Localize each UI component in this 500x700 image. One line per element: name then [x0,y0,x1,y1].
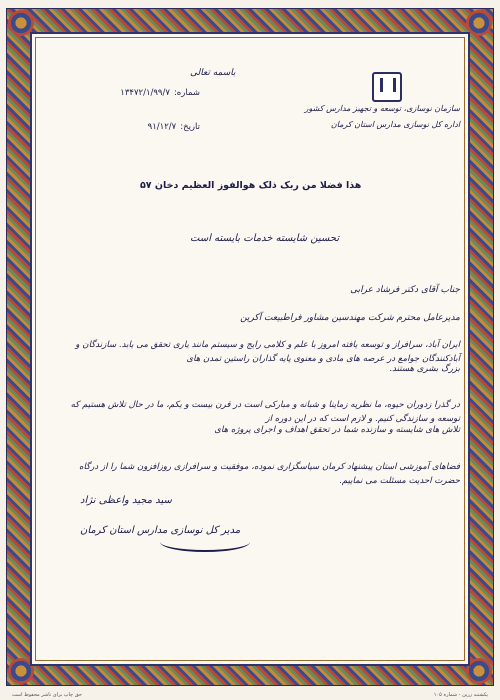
date-label: تاریخ: [180,122,200,132]
date-value: ۹۱/۱۲/۷ [147,122,177,132]
org-subname: اداره کل نوسازی مدارس استان کرمان [330,120,460,129]
footer-publisher: یکشنبه زرین - شماره ۱۰۵ [433,692,488,698]
certificate-content [40,40,460,660]
signer-name: سید مجید واعظی نژاد [80,495,172,506]
body-paragraph-line: فضاهای آموزشی استان پیشنهاد کرمان سپاسگزاری نموده، موفقیت و سرافرازی روزافزون شما را از درگاه حضرت احدیت مسئلت می نماییم. [79,462,460,486]
body-paragraph-line: تلاش های شایسته و سازنده شما در تحقق اهداف و اجرای پروژه های [214,425,460,435]
number-value: ۱۳۴۷۲/۱/۹۹/۷ [120,88,170,98]
org-name: سازمان نوسازی، توسعه و تجهیز مدارس کشور [304,104,460,113]
footer-copyright: حق چاپ برای ناشر محفوظ است [12,692,82,698]
body-paragraph-line: در گذرا زدوران حیوه، ما نظریه زماینا و شبانه و مبارکی است در قرن بیست و یکم، ما در حال تلاش هستیم که توسعه و سازندگی کنیم. و لازم است که در این دوره از [70,400,460,424]
letter-date [50,122,200,132]
organization-logo-icon [372,72,402,102]
quran-verse: هذا فضلا من ربک ذلک هوالفوز العظیم دخان ۵۷ [140,180,362,191]
letter-number [50,88,200,98]
addressee-position: مدیرعامل محترم شرکت مهندسین مشاور فراطبیعت آکرین [240,313,460,323]
body-paragraph-line: بزرگ بشری هستند. [389,364,460,374]
invocation-text: باسمه تعالی [190,68,236,78]
number-label: شماره: [173,88,200,98]
signer-title: مدیر کل نوسازی مدارس استان کرمان [80,525,241,536]
addressee-name: جناب آقای دکتر فرشاد عرابی [350,285,460,295]
certificate-title: تحسین شایسته خدمات بایسته است [190,233,340,244]
body-paragraph-line: ایران آباد، سرافراز و توسعه یافته امروز با علم و کلامی رایج و سیستم مانند یاری تحقق می یابد. سازندگان و آبادکنندگان جوامع در عرصه های مادی و معنوی پایه گذاران راستین تمدن های [75,340,460,364]
signature-scribble [160,532,250,552]
